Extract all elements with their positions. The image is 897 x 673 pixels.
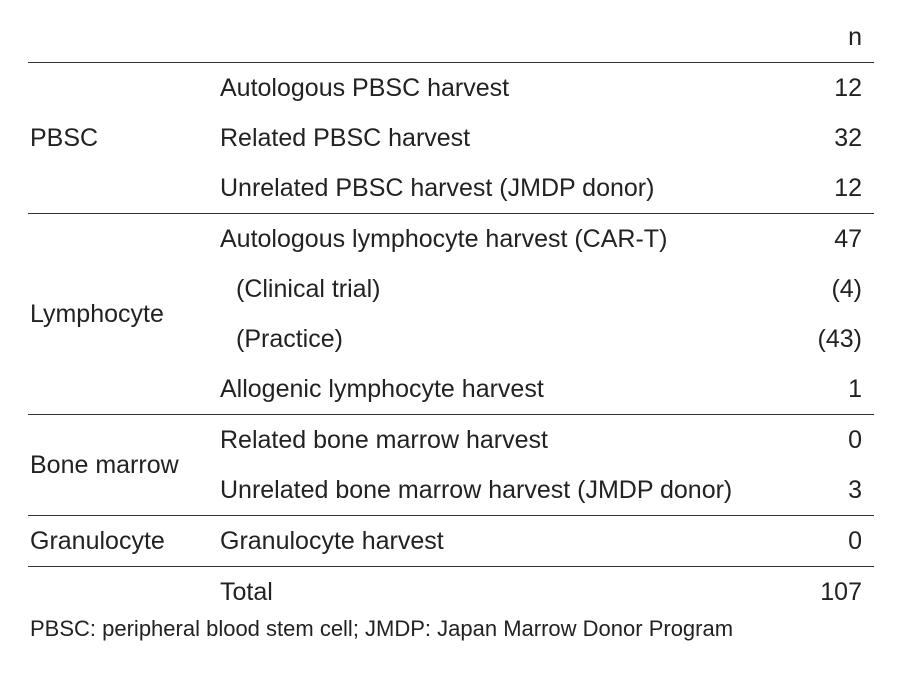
row-count: 1 — [848, 375, 862, 403]
total-row — [28, 567, 874, 618]
table-footnote: PBSC: peripheral blood stem cell; JMDP: Japan Marrow Donor Program — [30, 616, 734, 641]
row-count: 32 — [834, 124, 862, 152]
harvest-table — [28, 12, 874, 617]
row-item: Unrelated bone marrow harvest (JMDP donor) — [220, 476, 733, 504]
row-item: Autologous PBSC harvest — [220, 63, 792, 114]
total-label: Total — [220, 567, 792, 618]
header-item-cell — [220, 12, 792, 63]
group-label-bone-marrow: Bone marrow — [28, 415, 220, 516]
row-item-sub: (Clinical trial) — [236, 275, 381, 303]
total-group-cell — [28, 567, 220, 618]
row-count: (4) — [831, 275, 862, 303]
row-count: 0 — [792, 415, 874, 466]
row-item: Autologous lymphocyte harvest (CAR-T) — [220, 214, 792, 265]
row-item: Related bone marrow harvest — [220, 415, 792, 466]
header-n-cell: n — [848, 23, 862, 51]
table-row — [28, 214, 874, 265]
row-item: Unrelated PBSC harvest (JMDP donor) — [220, 174, 655, 202]
table-row — [28, 63, 874, 114]
total-count: 107 — [792, 567, 874, 618]
row-count: 0 — [792, 516, 874, 567]
row-count: 47 — [792, 214, 874, 265]
row-count: 3 — [848, 476, 862, 504]
group-label-granulocyte: Granulocyte — [28, 516, 220, 567]
row-item: Granulocyte harvest — [220, 516, 792, 567]
row-item-sub: (Practice) — [236, 325, 343, 353]
row-count: (43) — [817, 325, 862, 353]
row-count: 12 — [834, 174, 862, 202]
group-label-pbsc: PBSC — [28, 63, 220, 214]
table-row — [28, 516, 874, 567]
row-item: Related PBSC harvest — [220, 124, 471, 152]
header-group-cell — [28, 12, 220, 63]
harvest-table-container — [28, 12, 874, 617]
group-label-lymphocyte: Lymphocyte — [28, 214, 220, 415]
table-header-row — [28, 12, 874, 63]
table-row — [28, 415, 874, 466]
row-count: 12 — [792, 63, 874, 114]
row-item: Allogenic lymphocyte harvest — [220, 375, 544, 403]
